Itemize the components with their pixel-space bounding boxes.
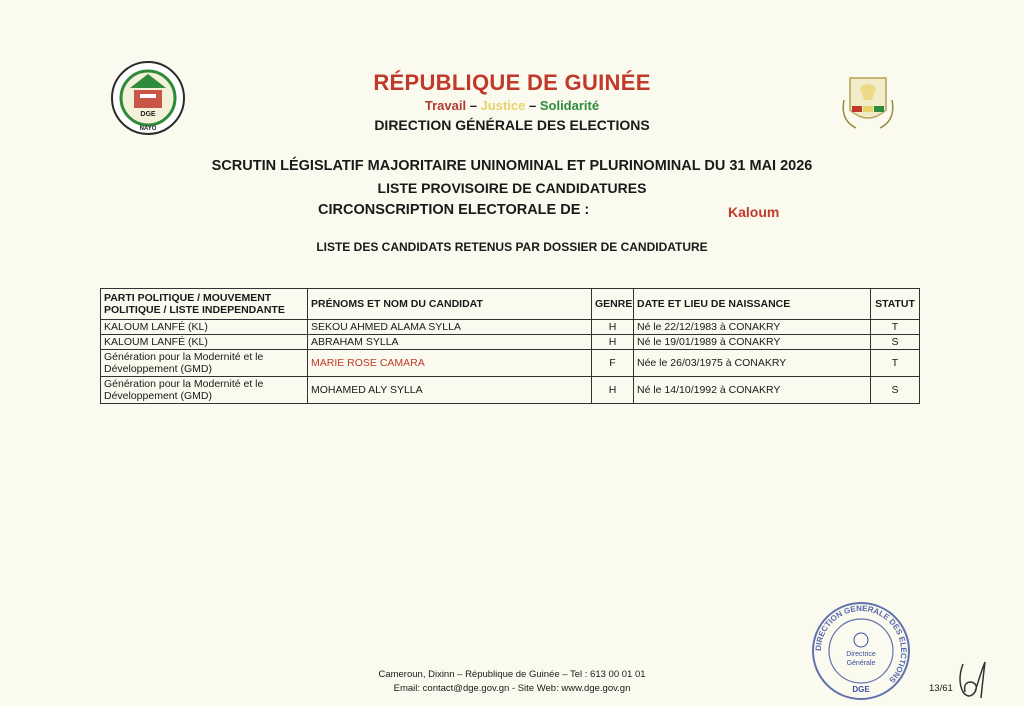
official-stamp — [810, 600, 912, 702]
cell-nom: SEKOU AHMED ALAMA SYLLA — [308, 320, 592, 335]
cell-genre: H — [592, 320, 634, 335]
circonscription-value: Kaloum — [728, 204, 780, 220]
cell-statut: T — [871, 320, 920, 335]
svg-text:DGE: DGE — [852, 685, 870, 694]
circonscription-label: CIRCONSCRIPTION ELECTORALE DE : — [318, 202, 590, 218]
cell-statut: T — [871, 350, 920, 377]
cell-genre: H — [592, 335, 634, 350]
direction-title: DIRECTION GÉNÉRALE DES ELECTIONS — [374, 117, 650, 133]
header-statut: STATUT — [871, 289, 920, 320]
cell-naissance: Né le 19/01/1989 à CONAKRY — [634, 335, 871, 350]
header-naissance: DATE ET LIEU DE NAISSANCE — [634, 289, 871, 320]
svg-text:Directrice: Directrice — [846, 651, 876, 658]
country-title: RÉPUBLIQUE DE GUINÉE — [373, 70, 651, 95]
header-nom: PRÉNOMS ET NOM DU CANDIDAT — [308, 289, 592, 320]
cell-parti: KALOUM LANFÉ (KL) — [101, 320, 308, 335]
table-row — [101, 377, 920, 404]
cell-nom: MOHAMED ALY SYLLA — [308, 377, 592, 404]
candidates-table — [100, 288, 920, 404]
cell-naissance: Né le 22/12/1983 à CONAKRY — [634, 320, 871, 335]
header-parti: PARTI POLITIQUE / MOUVEMENT POLITIQUE / LISTE INDEPENDANTE — [101, 289, 308, 320]
header-genre: GENRE — [592, 289, 634, 320]
motto-separator: – — [525, 98, 540, 113]
cell-genre: H — [592, 377, 634, 404]
cell-parti: KALOUM LANFÉ (KL) — [101, 335, 308, 350]
motto-separator: – — [466, 98, 481, 113]
cell-nom: MARIE ROSE CAMARA — [308, 350, 592, 377]
motto-word-justice: Justice — [480, 98, 526, 113]
cell-genre: F — [592, 350, 634, 377]
table-row — [101, 335, 920, 350]
svg-text:DIRECTION GENERALE DES ELECTIO: DIRECTION GENERALE DES ELECTIONS — [813, 603, 909, 685]
cell-parti: Génération pour la Modernité et le Développement (GMD) — [101, 350, 308, 377]
national-motto — [0, 98, 1024, 113]
footer-address: Cameroun, Dixinn – République de Guinée – Tel : 613 00 01 01 — [378, 669, 646, 680]
motto-word-travail: Travail — [424, 98, 467, 113]
handwritten-signature — [955, 658, 995, 703]
svg-text:NAYO: NAYO — [139, 126, 157, 132]
table-row — [101, 320, 920, 335]
cell-naissance: Née le 26/03/1975 à CONAKRY — [634, 350, 871, 377]
cell-nom: ABRAHAM SYLLA — [308, 335, 592, 350]
cell-parti: Génération pour la Modernité et le Développement (GMD) — [101, 377, 308, 404]
cell-statut: S — [871, 377, 920, 404]
cell-statut: S — [871, 335, 920, 350]
page-number: 13/61 — [929, 683, 953, 694]
footer-contact: Email: contact@dge.gov.gn - Site Web: www.dge.gov.gn — [393, 683, 631, 694]
scrutin-title: SCRUTIN LÉGISLATIF MAJORITAIRE UNINOMINAL ET PLURINOMINAL DU 31 MAI 2026 — [211, 158, 813, 174]
motto-word-solidarite: Solidarité — [539, 98, 600, 113]
table-row — [101, 350, 920, 377]
list-title: LISTE PROVISOIRE DE CANDIDATURES — [377, 180, 647, 196]
svg-text:Générale: Générale — [846, 660, 876, 667]
cell-naissance: Né le 14/10/1992 à CONAKRY — [634, 377, 871, 404]
svg-text:DGE: DGE — [140, 111, 156, 118]
table-subtitle: LISTE DES CANDIDATS RETENUS PAR DOSSIER DE CANDIDATURE — [316, 240, 708, 254]
table-header-row — [101, 289, 920, 320]
